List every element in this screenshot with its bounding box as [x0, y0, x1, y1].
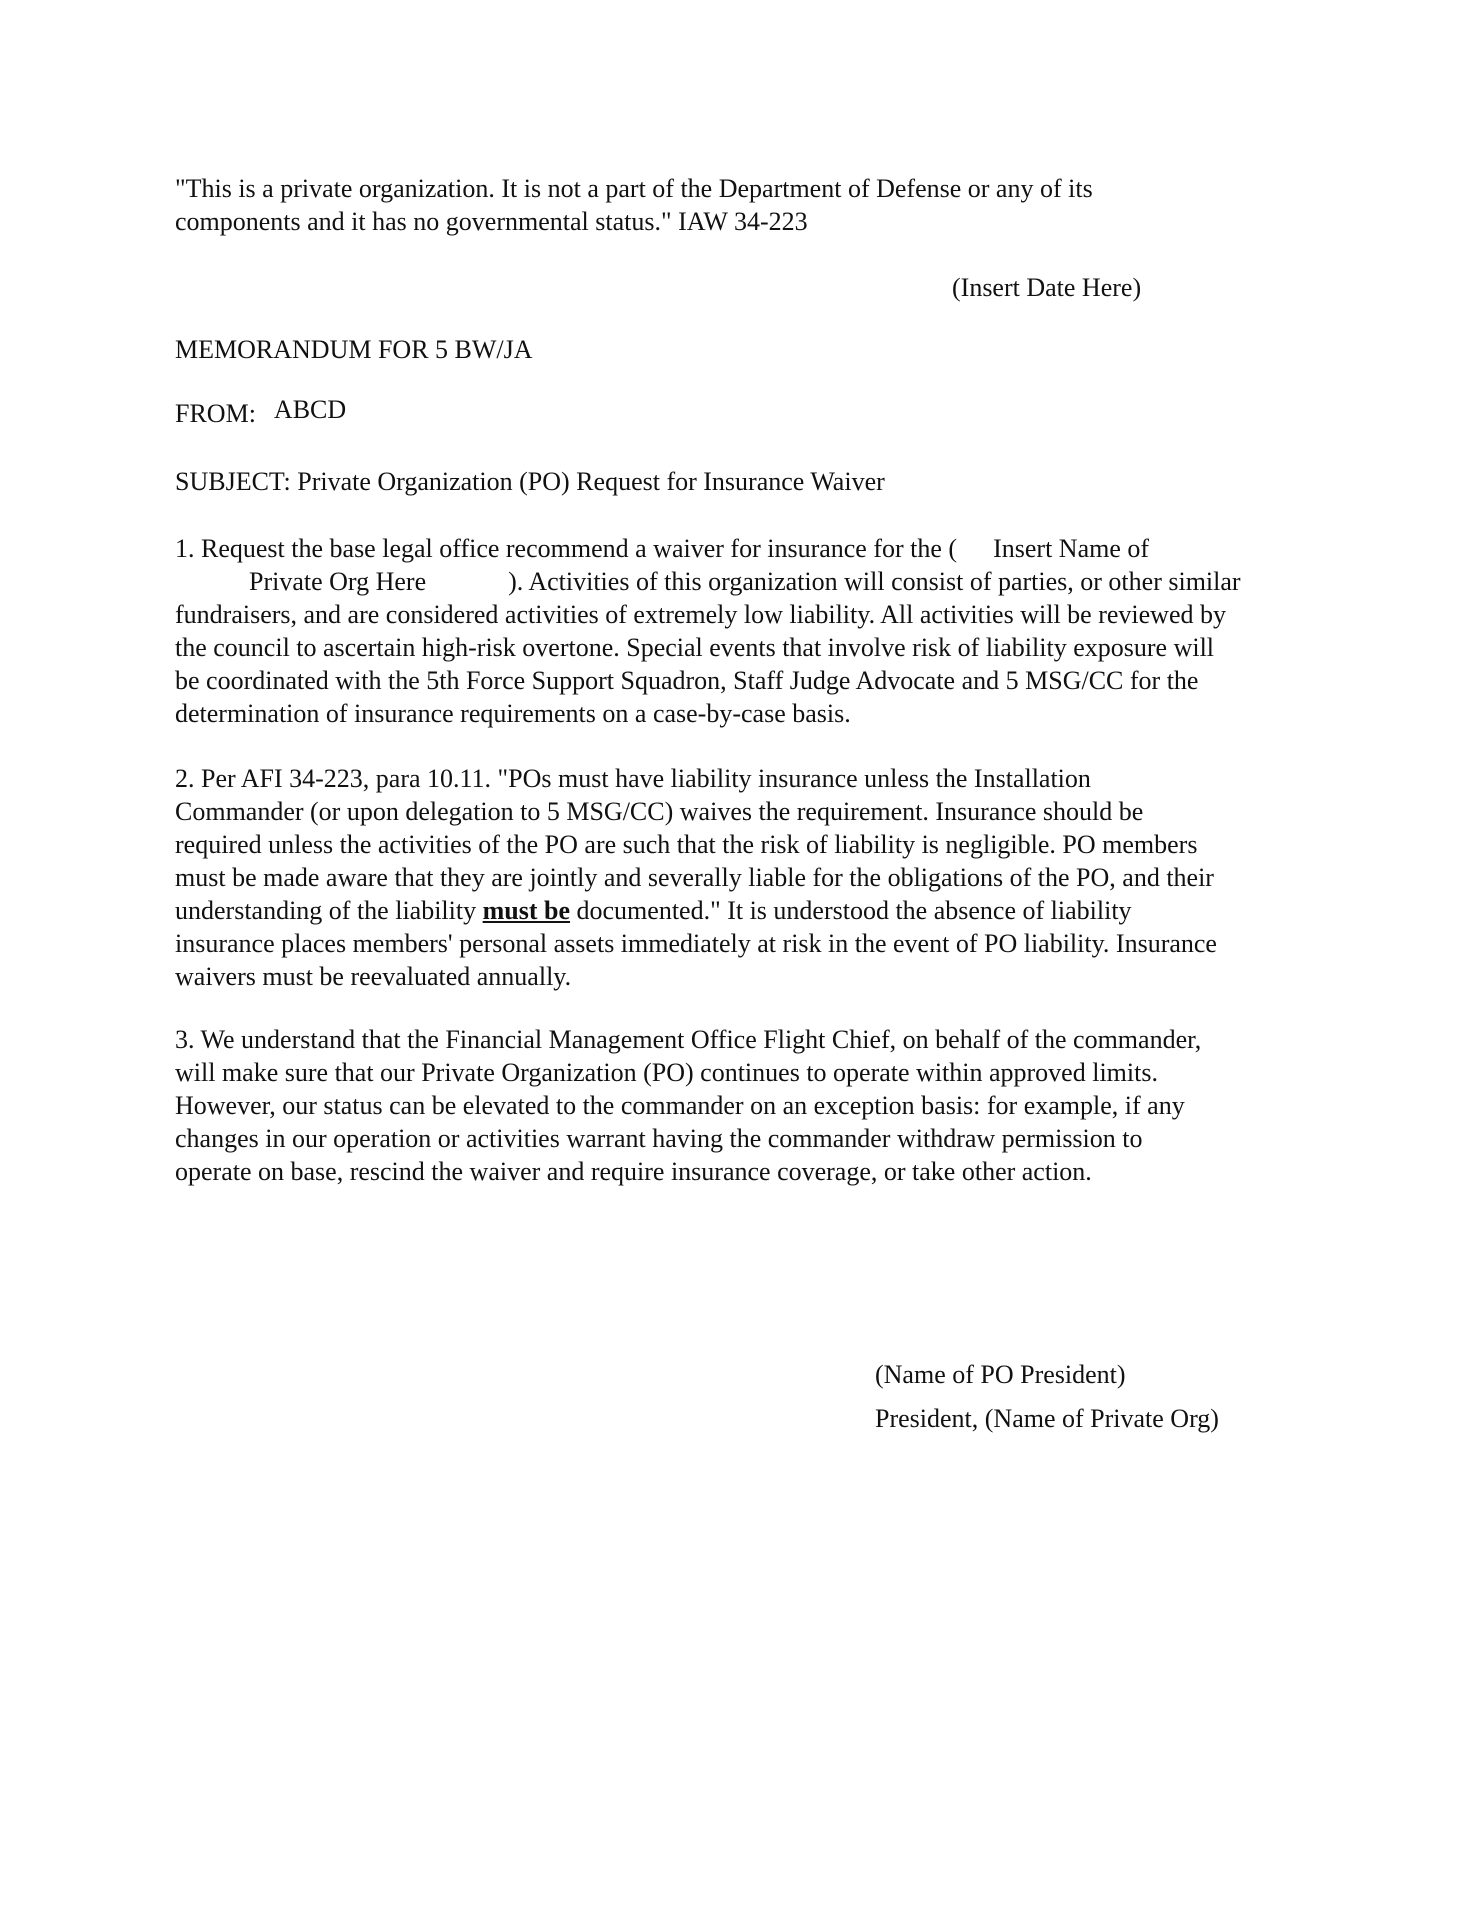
disclaimer-line-1: "This is a private organization. It is not a part of the Department of Defense or any of its: [175, 174, 1093, 203]
paragraph-2-line-4: must be made aware that they are jointly and severally liable for the obligations of the PO, and their: [175, 863, 1214, 892]
emphasis-must-be: must be: [482, 896, 571, 925]
paragraph-3: [175, 1023, 1310, 1188]
paragraph-3-line-3: However, our status can be elevated to the commander on an exception basis: for example, if any: [175, 1091, 1185, 1120]
subject-line: SUBJECT: Private Organization (PO) Request for Insurance Waiver: [175, 467, 885, 496]
paragraph-1-line-6: determination of insurance requirements on a case-by-case basis.: [175, 699, 851, 728]
from-value: ABCD: [273, 395, 347, 424]
org-name-fill-2: Private Org Here: [249, 567, 427, 596]
paragraph-1: [175, 532, 1310, 730]
date-placeholder: (Insert Date Here): [952, 273, 1142, 302]
paragraph-3-line-2: will make sure that our Private Organization (PO) continues to operate within approved limits.: [175, 1058, 1158, 1087]
paragraph-1-line-3: fundraisers, and are considered activities of extremely low liability. All activities will be reviewed by: [175, 600, 1226, 629]
disclaimer: [175, 172, 1310, 238]
paragraph-3-line-1: 3. We understand that the Financial Management Office Flight Chief, on behalf of the commander,: [175, 1025, 1202, 1054]
paragraph-2: [175, 762, 1310, 993]
paragraph-2-line-5: [175, 894, 1310, 927]
paragraph-2-line-3: required unless the activities of the PO are such that the risk of liability is negligible. PO members: [175, 830, 1198, 859]
paragraph-3-line-5: operate on base, rescind the waiver and require insurance coverage, or take other action.: [175, 1157, 1092, 1186]
memorandum-for: MEMORANDUM FOR 5 BW/JA: [175, 335, 533, 364]
paragraph-2-line-2: Commander (or upon delegation to 5 MSG/CC) waives the requirement. Insurance should be: [175, 797, 1144, 826]
signature-title: President, (Name of Private Org): [875, 1404, 1219, 1433]
paragraph-2-line-5-start: understanding of the liability: [175, 896, 483, 925]
from-label: FROM:: [175, 399, 256, 428]
signature-name: (Name of PO President): [875, 1360, 1126, 1389]
from-line: [175, 397, 1310, 430]
paragraph-1-line-5: be coordinated with the 5th Force Support Squadron, Staff Judge Advocate and 5 MSG/CC for the: [175, 666, 1199, 695]
disclaimer-line-2: components and it has no governmental status." IAW 34-223: [175, 207, 808, 236]
paragraph-2-line-5-end: documented." It is understood the absence of liability: [570, 896, 1132, 925]
paragraph-2-line-6: insurance places members' personal assets immediately at risk in the event of PO liability. Insurance: [175, 929, 1217, 958]
paragraph-2-line-7: waivers must be reevaluated annually.: [175, 962, 572, 991]
paragraph-2-line-1: 2. Per AFI 34-223, para 10.11. "POs must have liability insurance unless the Installation: [175, 764, 1091, 793]
paragraph-3-line-4: changes in our operation or activities warrant having the commander withdraw permission to: [175, 1124, 1143, 1153]
paragraph-1-line-4: the council to ascertain high-risk overtone. Special events that involve risk of liability exposure will: [175, 633, 1215, 662]
paragraph-1-line-2: [175, 565, 1310, 598]
paragraph-1-line-2-rest: ). Activities of this organization will consist of parties, or other similar: [508, 567, 1241, 596]
org-name-fill-1: Insert Name of: [993, 534, 1150, 563]
paragraph-1-line-1: [175, 532, 1310, 565]
paragraph-1-line-1-start: 1. Request the base legal office recommend a waiver for insurance for the (: [175, 534, 958, 563]
